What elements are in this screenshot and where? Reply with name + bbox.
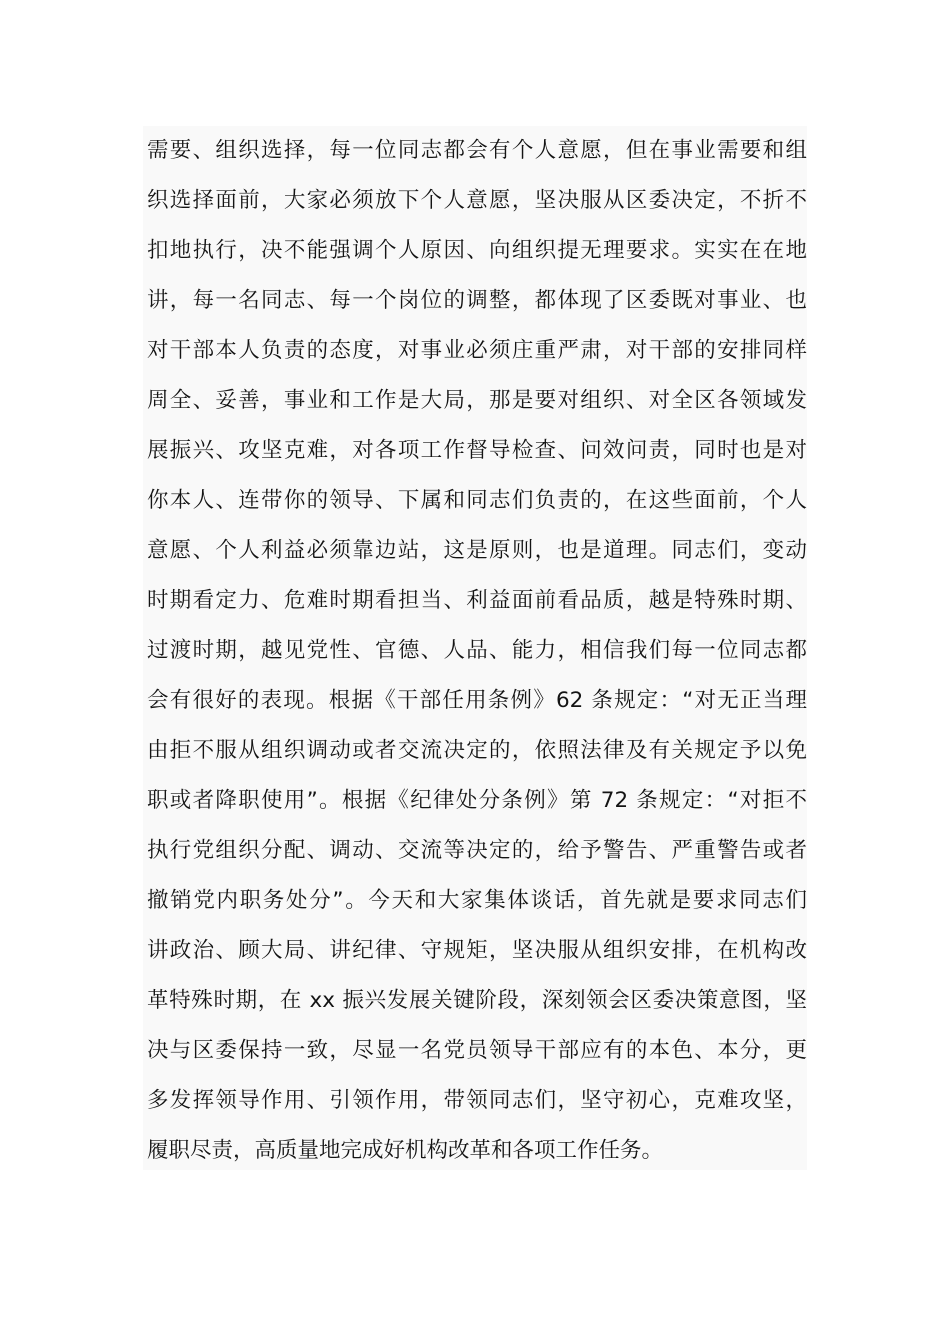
paragraph-line: 讲，每一名同志、每一个岗位的调整，都体现了区委既对事业、也 [147,288,807,313]
paragraph-line-last: 履职尽责，高质量地完成好机构改革和各项工作任务。 [147,1138,664,1163]
paragraph-line: 撤销党内职务处分”。今天和大家集体谈话，首先就是要求同志们 [147,888,807,913]
paragraph-line: 讲政治、顾大局、讲纪律、守规矩，坚决服从组织安排，在机构改 [147,938,807,963]
paragraph-line: 你本人、连带你的领导、下属和同志们负责的，在这些面前，个人 [147,488,807,513]
paragraph-line: 革特殊时期，在 xx 振兴发展关键阶段，深刻领会区委决策意图，坚 [147,988,807,1013]
body-paragraph [143,126,807,1170]
paragraph-line: 决与区委保持一致，尽显一名党员领导干部应有的本色、本分，更 [147,1038,807,1063]
paragraph-line: 对干部本人负责的态度，对事业必须庄重严肃，对干部的安排同样 [147,338,807,363]
paragraph-line: 过渡时期，越见党性、官德、人品、能力，相信我们每一位同志都 [147,638,807,663]
paragraph-line: 意愿、个人利益必须靠边站，这是原则，也是道理。同志们，变动 [147,538,807,563]
paragraph-line: 展振兴、攻坚克难，对各项工作督导检查、问效问责，同时也是对 [147,438,807,463]
paragraph-line: 多发挥领导作用、引领作用，带领同志们，坚守初心，克难攻坚， [147,1088,807,1113]
paragraph-line: 由拒不服从组织调动或者交流决定的，依照法律及有关规定予以免 [147,738,807,763]
paragraph-line: 职或者降职使用”。根据《纪律处分条例》第 72 条规定：“对拒不 [147,788,807,813]
paragraph-line: 织选择面前，大家必须放下个人意愿，坚决服从区委决定，不折不 [147,188,807,213]
paragraph-line: 执行党组织分配、调动、交流等决定的，给予警告、严重警告或者 [147,838,807,863]
paragraph-line: 扣地执行，决不能强调个人原因、向组织提无理要求。实实在在地 [147,238,807,263]
paragraph-line: 会有很好的表现。根据《干部任用条例》62 条规定：“对无正当理 [147,688,807,713]
paragraph-line: 需要、组织选择，每一位同志都会有个人意愿，但在事业需要和组 [147,138,807,163]
paragraph-line: 周全、妥善，事业和工作是大局，那是要对组织、对全区各领域发 [147,388,807,413]
paragraph-line: 时期看定力、危难时期看担当、利益面前看品质，越是特殊时期、 [147,588,807,613]
